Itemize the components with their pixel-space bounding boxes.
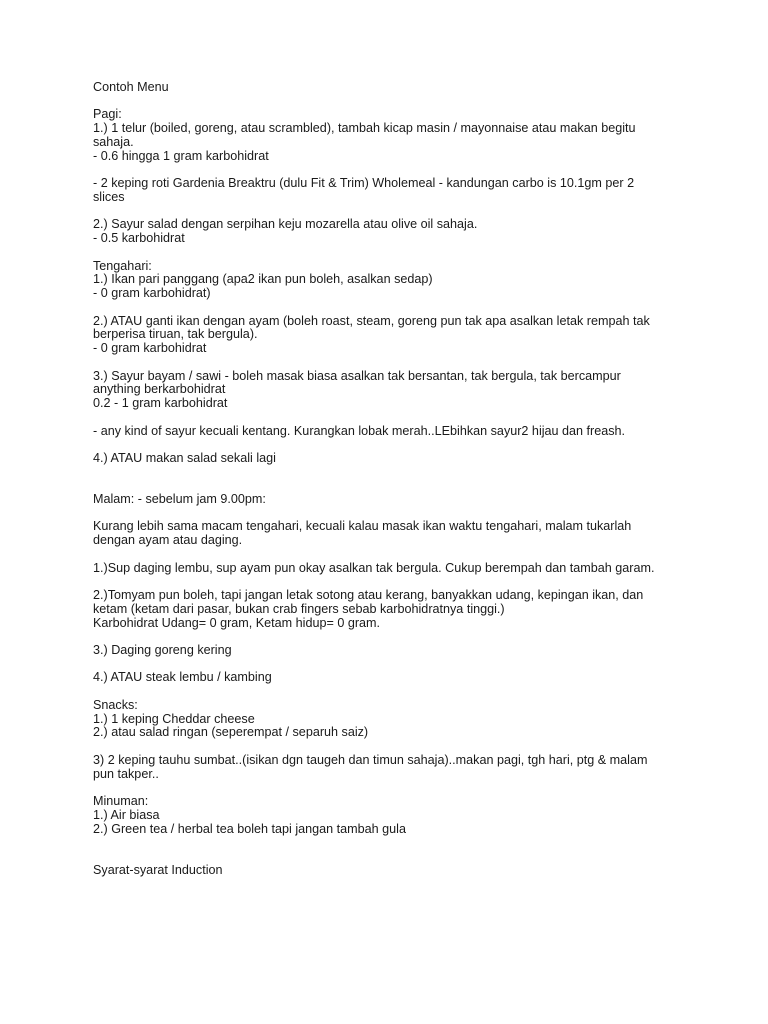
pagi-item-3-line-1: 2.) Sayur salad dengan serpihan keju mozarella atau olive oil sahaja.: [93, 217, 478, 232]
tengahari-heading: Tengahari:: [93, 258, 152, 273]
malam-heading-block: [93, 493, 693, 507]
tengahari-sayur-note: [93, 425, 693, 439]
tengahari-item-2-line-3: - 0 gram karbohidrat: [93, 341, 207, 356]
tengahari-item-1-line-1: 1.) Ikan pari panggang (apa2 ikan pun boleh, asalkan sedap): [93, 272, 433, 287]
malam-item-3-line-3: Karbohidrat Udang= 0 gram, Ketam hidup= 0 gram.: [93, 615, 381, 630]
tengahari-sayur-item: [93, 370, 693, 411]
snacks-item-1: 1.) 1 keping Cheddar cheese: [93, 711, 255, 726]
malam-tomyam-item: [93, 589, 693, 630]
malam-item-5-line-1: 4.) ATAU steak lembu / kambing: [93, 670, 272, 685]
pagi-item-1-line-1: 1.) 1 telur (boiled, goreng, atau scrambled), tambah kicap masin / mayonnaise atau makan begitu: [93, 121, 636, 136]
tengahari-item-3-line-2: anything berkarbohidrat: [93, 382, 226, 397]
induction-heading: Syarat-syarat Induction: [93, 862, 223, 877]
tengahari-item-2-line-2: berperisa tiruan, tak bergula).: [93, 327, 258, 342]
document-body: [93, 81, 693, 891]
snacks-section: [93, 699, 693, 740]
malam-item-4-line-1: 3.) Daging goreng kering: [93, 643, 232, 658]
malam-item-1-line-1: Kurang lebih sama macam tengahari, kecuali kalau masak ikan waktu tengahari, malam tukarlah: [93, 519, 632, 534]
pagi-item-1-line-2: sahaja.: [93, 134, 134, 149]
tengahari-item-2-line-1: 2.) ATAU ganti ikan dengan ayam (boleh roast, steam, goreng pun tak apa asalkan letak rempah tak: [93, 313, 650, 328]
snacks-item-3-line-2: pun takper..: [93, 766, 159, 781]
snacks-heading: Snacks:: [93, 697, 138, 712]
pagi-roti-item: [93, 177, 693, 205]
pagi-section: [93, 108, 693, 163]
tengahari-ayam-item: [93, 315, 693, 356]
malam-item-3-line-1: 2.)Tomyam pun boleh, tapi jangan letak sotong atau kerang, banyakkan udang, kepingan ikan, dan: [93, 588, 644, 603]
minuman-item-1: 1.) Air biasa: [93, 807, 160, 822]
induction-section: [93, 864, 693, 878]
tengahari-salad-item: [93, 452, 693, 466]
document-title-block: [93, 81, 693, 95]
pagi-salad-item: [93, 218, 693, 246]
snacks-tauhu-item: [93, 754, 693, 782]
minuman-item-2: 2.) Green tea / herbal tea boleh tapi jangan tambah gula: [93, 821, 406, 836]
malam-item-3-line-2: ketam (ketam dari pasar, bukan crab fingers sebab karbohidratnya tinggi.): [93, 601, 505, 616]
tengahari-item-4-line-1: - any kind of sayur kecuali kentang. Kurangkan lobak merah..LEbihkan sayur2 hijau dan freash.: [93, 423, 626, 438]
pagi-heading: Pagi:: [93, 107, 122, 122]
malam-sup-item: [93, 562, 693, 576]
snacks-item-2: 2.) atau salad ringan (seperempat / separuh saiz): [93, 725, 369, 740]
tengahari-item-5-line-1: 4.) ATAU makan salad sekali lagi: [93, 450, 276, 465]
tengahari-item-3-line-3: 0.2 - 1 gram karbohidrat: [93, 396, 228, 411]
minuman-section: [93, 795, 693, 836]
snacks-item-3-line-1: 3) 2 keping tauhu sumbat..(isikan dgn taugeh dan timun sahaja)..makan pagi, tgh hari, ptg & malam: [93, 752, 648, 767]
pagi-item-2-line-2: slices: [93, 189, 125, 204]
pagi-item-2-line-1: - 2 keping roti Gardenia Breaktru (dulu Fit & Trim) Wholemeal - kandungan carbo is 10.1gm per 2: [93, 176, 635, 191]
minuman-heading: Minuman:: [93, 793, 149, 808]
tengahari-item-1-line-2: - 0 gram karbohidrat): [93, 286, 211, 301]
malam-heading: Malam: - sebelum jam 9.00pm:: [93, 492, 266, 507]
malam-steak-item: [93, 671, 693, 685]
malam-item-2-line-1: 1.)Sup daging lembu, sup ayam pun okay asalkan tak bergula. Cukup berempah dan tambah garam.: [93, 560, 655, 575]
pagi-item-1-line-3: - 0.6 hingga 1 gram karbohidrat: [93, 148, 269, 163]
tengahari-item-3-line-1: 3.) Sayur bayam / sawi - boleh masak biasa asalkan tak bersantan, tak bergula, tak bercampur: [93, 368, 621, 383]
malam-daging-item: [93, 644, 693, 658]
document-title: Contoh Menu: [93, 80, 169, 94]
malam-item-1-line-2: dengan ayam atau daging.: [93, 533, 243, 548]
tengahari-section: [93, 260, 693, 301]
malam-intro: [93, 520, 693, 548]
pagi-item-3-line-2: - 0.5 karbohidrat: [93, 231, 185, 246]
